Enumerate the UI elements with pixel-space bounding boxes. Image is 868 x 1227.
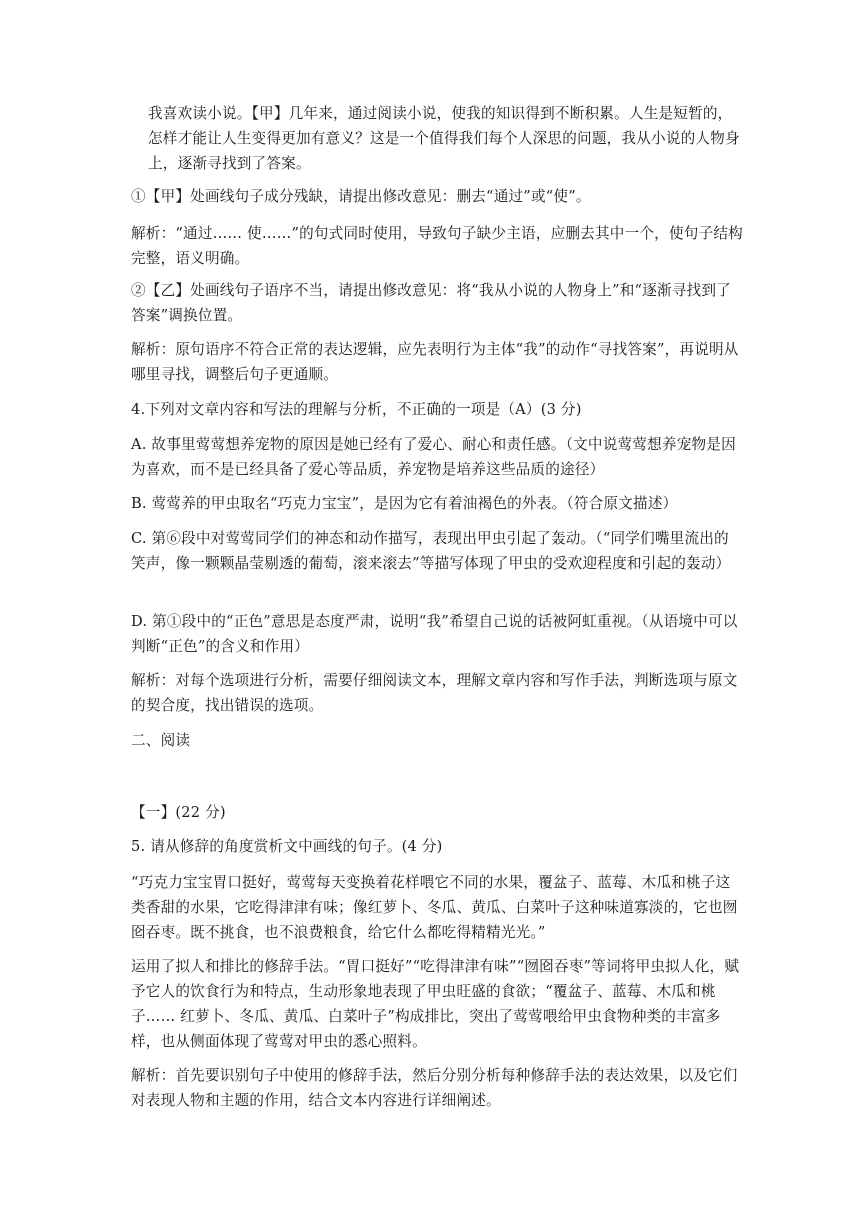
explanation-1: 解析：“通过…… 使……”的句式同时使用，导致句子缺少主语，应删去其中一个，使句子结构完整，语义明确。 [131,225,743,267]
answer-2: ②【乙】处画线句子语序不当，请提出修改意见：将“我从小说的人物身上”和“逐渐寻找到了答案”调换位置。 [131,282,731,324]
explanation-2: 解析：原句语序不符合正常的表达逻辑，应先表明行为主体“我”的动作“寻找答案”，再说明从哪里寻找，调整后句子更通顺。 [131,341,739,383]
option-d: D. 第①段中的“正色”意思是态度严肃，说明“我”希望自己说的话被阿虹重视。（从语境中可以判断“正色”的含义和作用） [131,613,738,655]
answer-1: ①【甲】处画线句子成分残缺，请提出修改意见：删去“通过”或“使”。 [131,188,591,205]
explanation-5: 解析：首先要识别句子中使用的修辞手法，然后分别分析每种修辞手法的表达效果，以及它们对表现人物和主题的作用，结合文本内容进行详细阐述。 [131,1067,738,1109]
option-b: B. 莺莺养的甲虫取名“巧克力宝宝”，是因为它有着油褐色的外表。（符合原文描述） [131,495,678,512]
passage-excerpt: 我喜欢读小说。【甲】几年来，通过阅读小说，使我的知识得到不断积累。人生是短暂的，怎样才能让人生变得更加有意义？这是一个值得我们每个人深思的问题，我从小说的人物身上，逐渐寻找到了答案。 [148,105,740,172]
explanation-4: 解析：对每个选项进行分析，需要仔细阅读文本，理解文章内容和写作手法，判断选项与原文的契合度，找出错误的选项。 [131,672,738,714]
question-4: 4.下列对文章内容和写法的理解与分析，不正确的一项是（A）(3 分) [131,401,582,418]
quoted-sentence: “巧克力宝宝胃口挺好，莺莺每天变换着花样喂它不同的水果，覆盆子、蓝莓、木瓜和桃子这类香甜的水果，它吃得津津有味；像红萝卜、冬瓜、黄瓜、白菜叶子这种味道寡淡的，它也囫囵吞枣。既不挑食，也不浪费粮食，给它什么都吃得精精光光。” [131,874,738,941]
question-5: 5. 请从修辞的角度赏析文中画线的句子。(4 分) [131,838,443,855]
option-a: A. 故事里莺莺想养宠物的原因是她已经有了爱心、耐心和责任感。（文中说莺莺想养宠物是因为喜欢，而不是已经具备了爱心等品质，养宠物是培养这些品质的途径） [131,436,736,478]
answer-5: 运用了拟人和排比的修辞手法。“胃口挺好”“吃得津津有味”“囫囵吞枣”等词将甲虫拟人化，赋予它人的饮食行为和特点，生动形象地表现了甲虫旺盛的食欲；“覆盆子、蓝莓、木瓜和桃子…… 红萝卜、冬瓜、黄瓜、白菜叶子”构成排比，突出了莺莺喂给甲虫食物种类的丰富多样，也从侧面体现了莺莺对甲虫的悉心照料。 [131,958,740,1050]
section-heading: 二、阅读 [131,732,191,749]
option-c: C. 第⑥段中对莺莺同学们的神态和动作描写，表现出甲虫引起了轰动。（“同学们嘴里流出的笑声，像一颗颗晶莹剔透的葡萄，滚来滚去”等描写体现了甲虫的受欢迎程度和引起的轰动） [131,530,731,572]
subsection-heading: 【一】(22 分) [131,804,226,821]
